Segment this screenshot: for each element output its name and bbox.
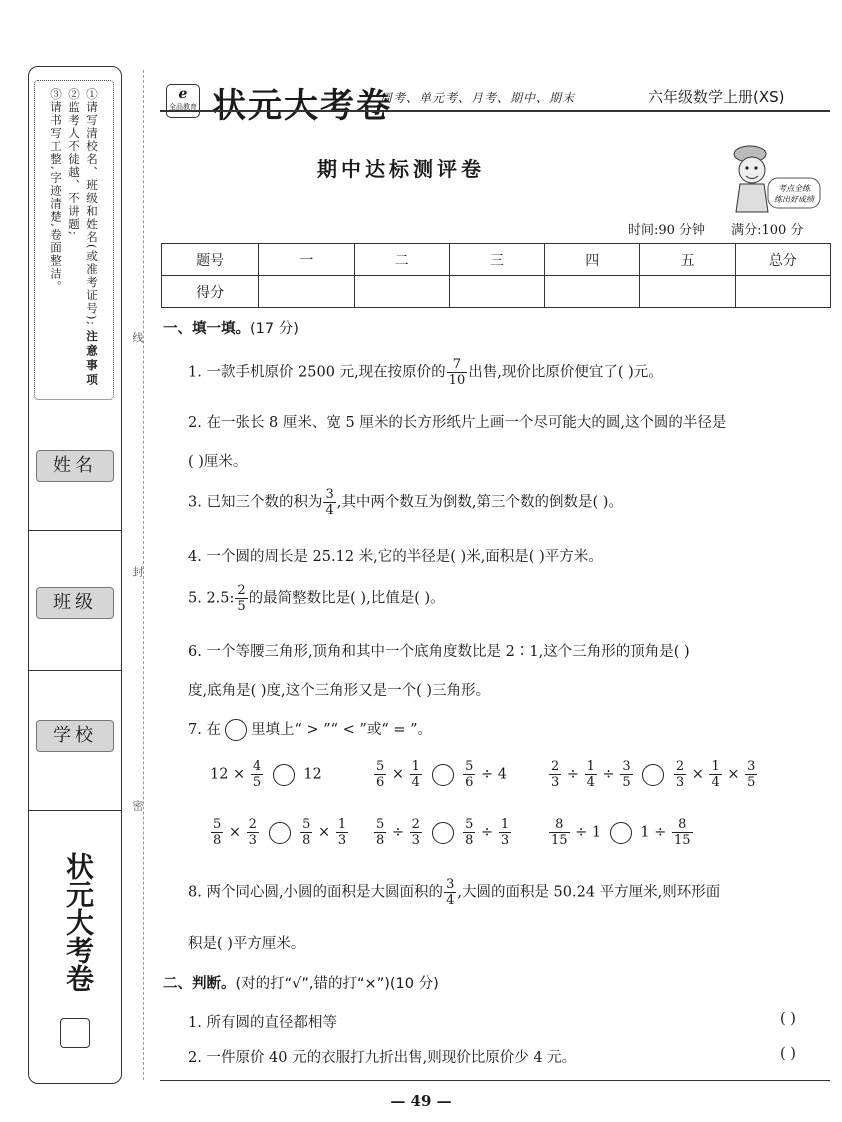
note-3: ③请书写工整,字迹清楚,卷面整洁。	[49, 88, 63, 294]
question-7: 7. 在 里填上“ > ”“ < ”或“ = ”。	[188, 718, 432, 741]
fraction: $\frac{2}{3}$	[411, 817, 420, 848]
section-2-title: 二、判断。(对的打“√”,错的打“×”)(10 分)	[163, 976, 439, 992]
score-cell[interactable]	[259, 276, 354, 308]
note-2: ②监考人不徒越、不讲题;	[67, 88, 81, 237]
answer-circle[interactable]	[610, 822, 632, 844]
question-3: 3. 已知三个数的积为 $\frac{3}{4}$ ,其中两个数互为倒数,第三个数的倒数是( )。	[188, 487, 623, 518]
fraction: $\frac{1}{4}$	[711, 759, 720, 790]
question-1: 1. 一款手机原价 2500 元,现在按原价的 $\frac{7}{10}$ 出售,现价比原价便宜了( )元。	[188, 357, 663, 388]
field-name-label: 姓名	[36, 450, 114, 482]
compare-b: $\frac{5}{6}$ × $\frac{1}{4}$ $\frac{5}{6}$ ÷ 4	[376, 759, 508, 790]
fraction: $\frac{1}{3}$	[337, 817, 347, 848]
answer-circle[interactable]	[642, 764, 664, 786]
divider	[28, 530, 122, 531]
compare-f: $\frac{8}{15}$ ÷ 1 1 ÷ $\frac{8}{15}$	[551, 817, 691, 848]
table-cell: 一	[259, 244, 354, 276]
judge-1-answer[interactable]: ( )	[780, 1011, 796, 1027]
fraction: $\frac{2}{5}$	[237, 583, 246, 614]
score-cell[interactable]	[640, 276, 735, 308]
fraction: $\frac{1}{4}$	[411, 759, 420, 790]
table-cell: 二	[354, 244, 449, 276]
divider	[28, 670, 122, 671]
fraction: $\frac{5}{8}$	[465, 817, 474, 848]
strip-logo-icon	[60, 1018, 90, 1048]
fraction: $\frac{3}{5}$	[622, 759, 631, 790]
full-score: 满分:100 分	[731, 223, 804, 238]
judge-1: 1. 所有圆的直径都相等	[188, 1015, 337, 1031]
score-cell[interactable]	[354, 276, 449, 308]
score-table	[161, 243, 831, 308]
compare-e: $\frac{5}{8}$ ÷ $\frac{2}{3}$ $\frac{5}{8}$ ÷ $\frac{1}{3}$	[376, 817, 510, 848]
table-cell: 四	[545, 244, 640, 276]
fraction: $\frac{3}{5}$	[747, 759, 756, 790]
svg-text:考点全练: 考点全练	[778, 184, 810, 193]
compare-a: 12 × $\frac{4}{5}$ 12	[210, 759, 322, 790]
table-cell: 三	[449, 244, 544, 276]
exam-types: 周考、单元考、月考、期中、期末	[380, 91, 576, 105]
exam-info	[628, 219, 803, 238]
divider	[28, 810, 122, 811]
question-2: 2. 在一张长 8 厘米、宽 5 厘米的长方形纸片上画一个尽可能大的圆,这个圆的半径是	[188, 415, 727, 431]
answer-circle[interactable]	[432, 764, 454, 786]
fraction: $\frac{5}{8}$	[302, 817, 311, 848]
question-6: 6. 一个等腰三角形,顶角和其中一个底角度数比是 2∶1,这个三角形的顶角是( )	[188, 644, 690, 660]
fraction: $\frac{4}{5}$	[252, 759, 262, 790]
fraction: $\frac{3}{4}$	[446, 877, 455, 908]
cut-label-seal: 封	[131, 566, 144, 577]
fraction: $\frac{2}{3}$	[248, 817, 257, 848]
cut-label-secret: 密	[131, 800, 144, 811]
mascot-icon	[722, 136, 822, 214]
circle-icon	[225, 719, 247, 741]
field-school-label: 学校	[36, 720, 114, 752]
fraction: $\frac{8}{15}$	[673, 817, 691, 848]
strip-brand: 状元大考卷	[62, 852, 95, 992]
question-2-answer: ( )厘米。	[188, 454, 248, 470]
section-1-title: 一、填一填。(17 分)	[163, 321, 299, 337]
score-cell[interactable]	[545, 276, 640, 308]
question-8-cont: 积是( )平方厘米。	[188, 936, 306, 952]
fraction: $\frac{1}{3}$	[500, 817, 510, 848]
fraction: $\frac{5}{8}$	[213, 817, 222, 848]
cut-label-line: 线	[131, 332, 144, 343]
fraction: $\frac{2}{3}$	[551, 759, 560, 790]
score-cell[interactable]	[449, 276, 544, 308]
brand-title: 状元大考卷	[212, 86, 392, 126]
table-cell: 题号	[162, 244, 259, 276]
answer-circle[interactable]	[273, 764, 295, 786]
logo-text: 全品教育	[169, 103, 197, 111]
fraction: $\frac{5}{6}$	[465, 759, 474, 790]
footer-rule	[160, 1080, 830, 1081]
table-row	[162, 276, 831, 308]
fraction: $\frac{8}{15}$	[551, 817, 568, 848]
page-title: 期中达标测评卷	[317, 157, 485, 181]
page-number: — 49 —	[390, 1092, 452, 1110]
question-6-cont: 度,底角是( )度,这个三角形又是一个( )三角形。	[188, 683, 491, 699]
header-rule	[160, 110, 830, 112]
table-row	[162, 244, 831, 276]
svg-text:练出好成绩: 练出好成绩	[774, 195, 814, 204]
answer-circle[interactable]	[432, 822, 454, 844]
judge-2: 2. 一件原价 40 元的衣服打九折出售,则现价比原价少 4 元。	[188, 1050, 577, 1066]
fraction: $\frac{2}{3}$	[675, 759, 685, 790]
fraction: $\frac{7}{10}$	[448, 357, 466, 388]
question-5: 5. 2.5: $\frac{2}{5}$ 的最简整数比是( ),比值是( )。	[188, 583, 445, 614]
fraction: $\frac{3}{4}$	[325, 487, 334, 518]
fraction: $\frac{5}{8}$	[376, 817, 385, 848]
question-8: 8. 两个同心圆,小圆的面积是大圆面积的 $\frac{3}{4}$ ,大圆的面积是 50.24 平方厘米,则环形面	[188, 877, 721, 908]
publisher-logo: ℯ 全品教育	[166, 84, 200, 118]
field-class-label: 班级	[36, 587, 114, 619]
judge-2-answer[interactable]: ( )	[780, 1046, 796, 1062]
fraction: $\frac{1}{4}$	[586, 759, 595, 790]
compare-d: $\frac{5}{8}$ × $\frac{2}{3}$ $\frac{5}{8}$ × $\frac{1}{3}$	[213, 817, 347, 848]
answer-circle[interactable]	[269, 822, 291, 844]
table-cell: 总分	[735, 244, 830, 276]
notes-heading: 注意事项	[85, 330, 99, 388]
table-cell: 得分	[162, 276, 259, 308]
score-cell[interactable]	[735, 276, 830, 308]
question-4: 4. 一个圆的周长是 25.12 米,它的半径是( )米,面积是( )平方米。	[188, 549, 603, 565]
compare-c: $\frac{2}{3}$ ÷ $\frac{1}{4}$ ÷ $\frac{3}{5}$ $\frac{2}{3}$ × $\frac{1}{4}$ × $\frac{3}{5}$	[551, 759, 756, 790]
book-title: 六年级数学上册(XS)	[648, 88, 785, 106]
table-cell: 五	[640, 244, 735, 276]
fraction: $\frac{5}{6}$	[376, 759, 385, 790]
time-limit: 时间:90 分钟	[628, 223, 706, 238]
note-1: ①请写清校名、班级和姓名(或准考证号);	[85, 88, 99, 327]
